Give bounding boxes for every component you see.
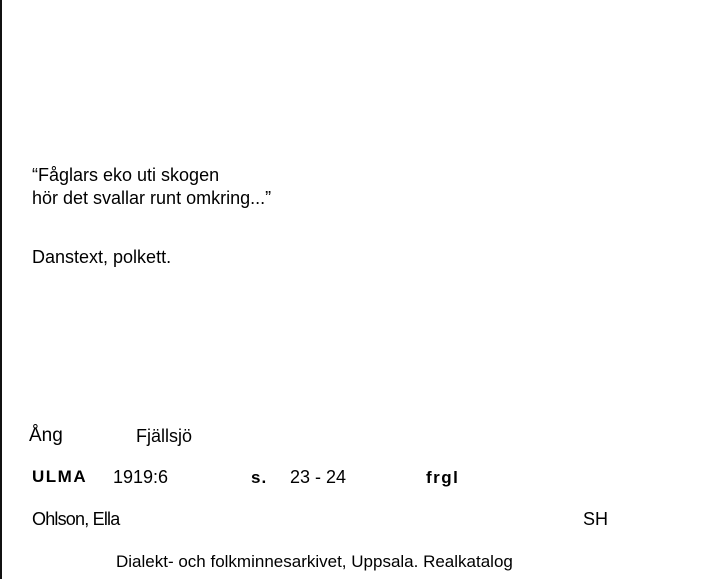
description-note: Danstext, polkett. [32, 247, 172, 267]
archive-footer: Dialekt- och folkminnesarkivet, Uppsala. Realkatalog [116, 552, 513, 571]
archive-code: ULMA [32, 467, 88, 486]
place-code: Ång [29, 425, 63, 446]
verse-line-1: “Fåglars eko uti skogen [32, 165, 220, 185]
record-number: 1919:6 [113, 467, 169, 487]
category-code: frgl [426, 468, 460, 487]
page-prefix: s. [251, 468, 268, 487]
page-range: 23 - 24 [290, 467, 347, 487]
collector-name: Ohlson, Ella [32, 509, 120, 529]
card-left-border [0, 0, 2, 579]
place-name: Fjällsjö [136, 426, 193, 446]
cataloger-initials: SH [583, 509, 609, 529]
verse-line-2: hör det svallar runt omkring...” [32, 188, 272, 208]
